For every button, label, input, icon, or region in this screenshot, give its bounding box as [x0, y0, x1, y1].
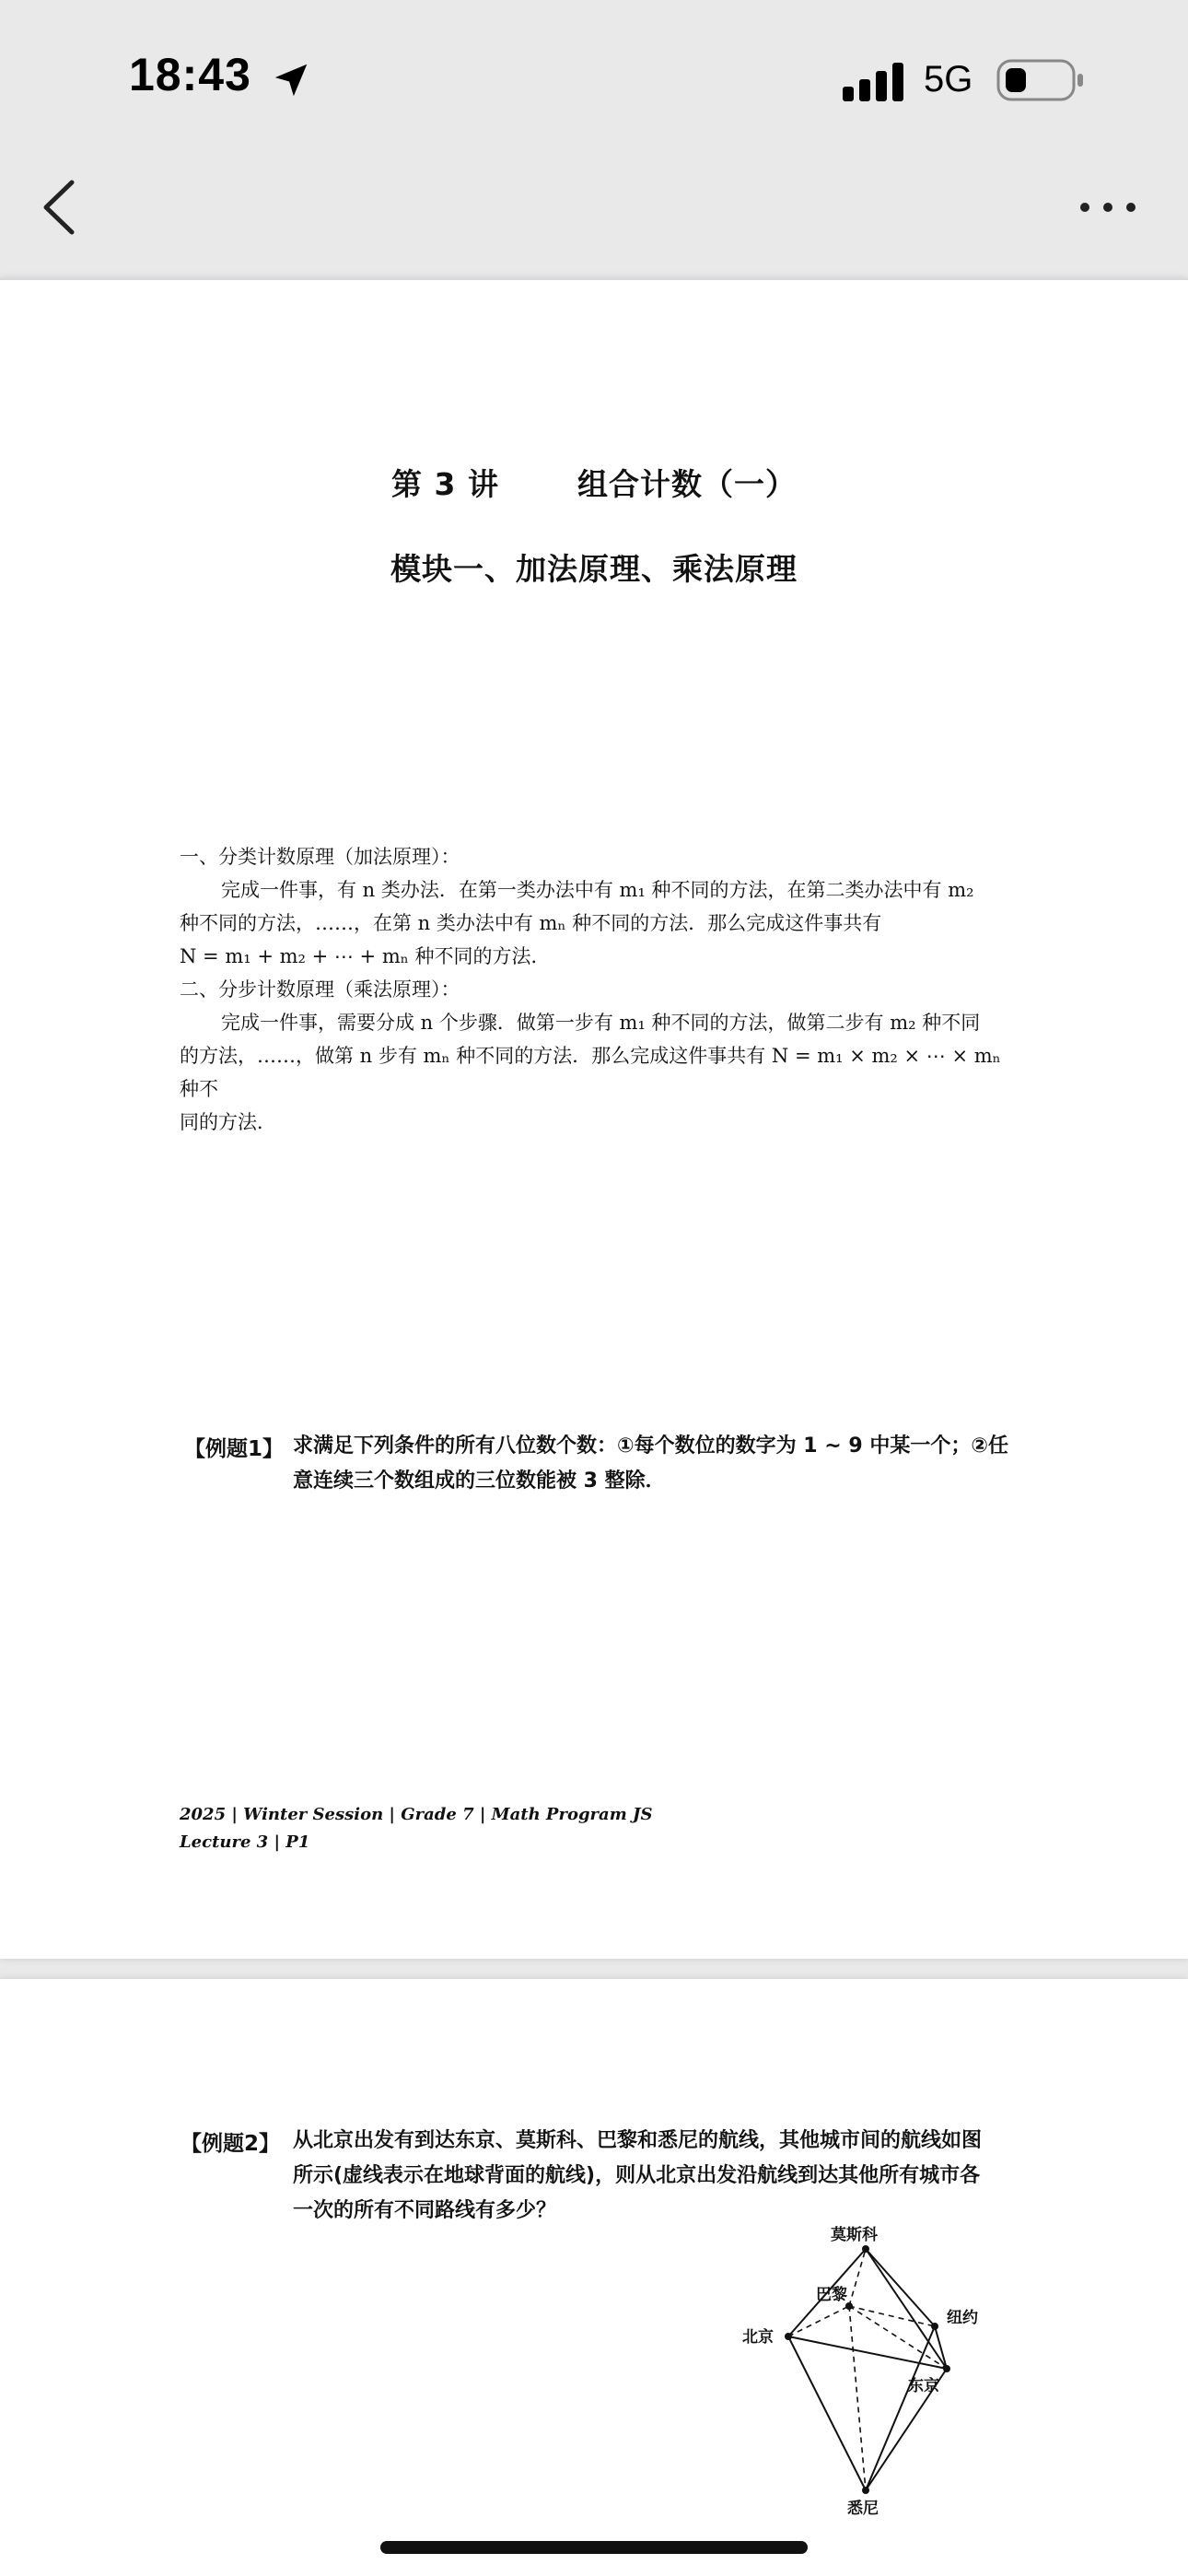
text-line: 意连续三个数组成的三位数能被 3 整除．: [293, 1469, 666, 1493]
footer-line-2: Lecture 3 | P1: [180, 1832, 310, 1852]
example1-text: [293, 1429, 1011, 1499]
signal-bars-icon: [843, 63, 905, 101]
principles-section: [180, 840, 1008, 1139]
text-line: 从北京出发有到达东京、莫斯科、巴黎和悉尼的航线，其他城市间的航线如图: [293, 2129, 983, 2152]
home-indicator[interactable]: [380, 2541, 808, 2554]
lecture-topic: 组合计数（一）: [577, 466, 797, 502]
example1-label: 【例题1】: [184, 1437, 285, 1461]
label-sydney: 悉尼: [847, 2500, 879, 2518]
text-line: 求满足下列条件的所有八位数个数：①每个数位的数字为 1 ~ 9 中某一个；②任: [293, 1434, 1008, 1458]
section-heading-multiplication: 二、分步计数原理（乘法原理）：: [180, 978, 460, 1001]
document-page-2: [0, 1979, 1188, 2576]
module-title: 模块一、加法原理、乘法原理: [390, 551, 798, 587]
text-line: 种不同的方法，……，在第 n 类办法中有 mₙ 种不同的方法．那么完成这件事共有: [180, 912, 882, 934]
chevron-left-icon[interactable]: [33, 175, 88, 240]
text-line: N = m₁ + m₂ + ⋯ + mₙ 种不同的方法．: [180, 945, 551, 967]
battery-icon: [996, 59, 1085, 101]
document-page-1: [0, 278, 1188, 1959]
label-newyork: 纽约: [947, 2309, 978, 2327]
label-tokyo: 东京: [908, 2377, 939, 2395]
example2-label: 【例题2】: [181, 2132, 281, 2156]
text-line: 所示(虚线表示在地球背面的航线)，则从北京出发沿航线到达其他所有城市各: [293, 2164, 981, 2187]
text-line: 一次的所有不同路线有多少？: [293, 2199, 557, 2222]
footer-line-1: 2025 | Winter Session | Grade 7 | Math Program JS: [180, 1805, 653, 1824]
more-dots-icon[interactable]: [1076, 189, 1140, 226]
network-type: 5G: [924, 59, 973, 100]
label-moscow: 莫斯科: [831, 2226, 878, 2244]
example2-text: [293, 2124, 1020, 2229]
status-time: 18:43: [129, 49, 251, 100]
location-arrow-icon: [270, 59, 312, 101]
page-footer: [180, 1801, 653, 1856]
label-paris: 巴黎: [816, 2286, 847, 2304]
label-beijing: 北京: [742, 2328, 774, 2347]
text-line: 的方法，……，做第 n 步有 mₙ 种不同的方法．那么完成这件事共有 N = m₁ × m₂ × ⋯ × mₙ 种不: [180, 1045, 1001, 1100]
lecture-number: 第 3 讲: [391, 466, 499, 502]
text-line: 完成一件事，需要分成 n 个步骤．做第一步有 m₁ 种不同的方法，做第二步有 m₂ 种不同: [221, 1012, 981, 1034]
lecture-title: [0, 461, 1188, 504]
section-heading-addition: 一、分类计数原理（加法原理）：: [180, 846, 460, 868]
text-line: 完成一件事，有 n 类办法．在第一类办法中有 m₁ 种不同的方法，在第二类办法中有 m₂: [221, 879, 974, 901]
flight-route-diagram: [728, 2214, 1004, 2523]
text-line: 同的方法．: [180, 1111, 276, 1133]
status-bar: [0, 0, 1188, 161]
